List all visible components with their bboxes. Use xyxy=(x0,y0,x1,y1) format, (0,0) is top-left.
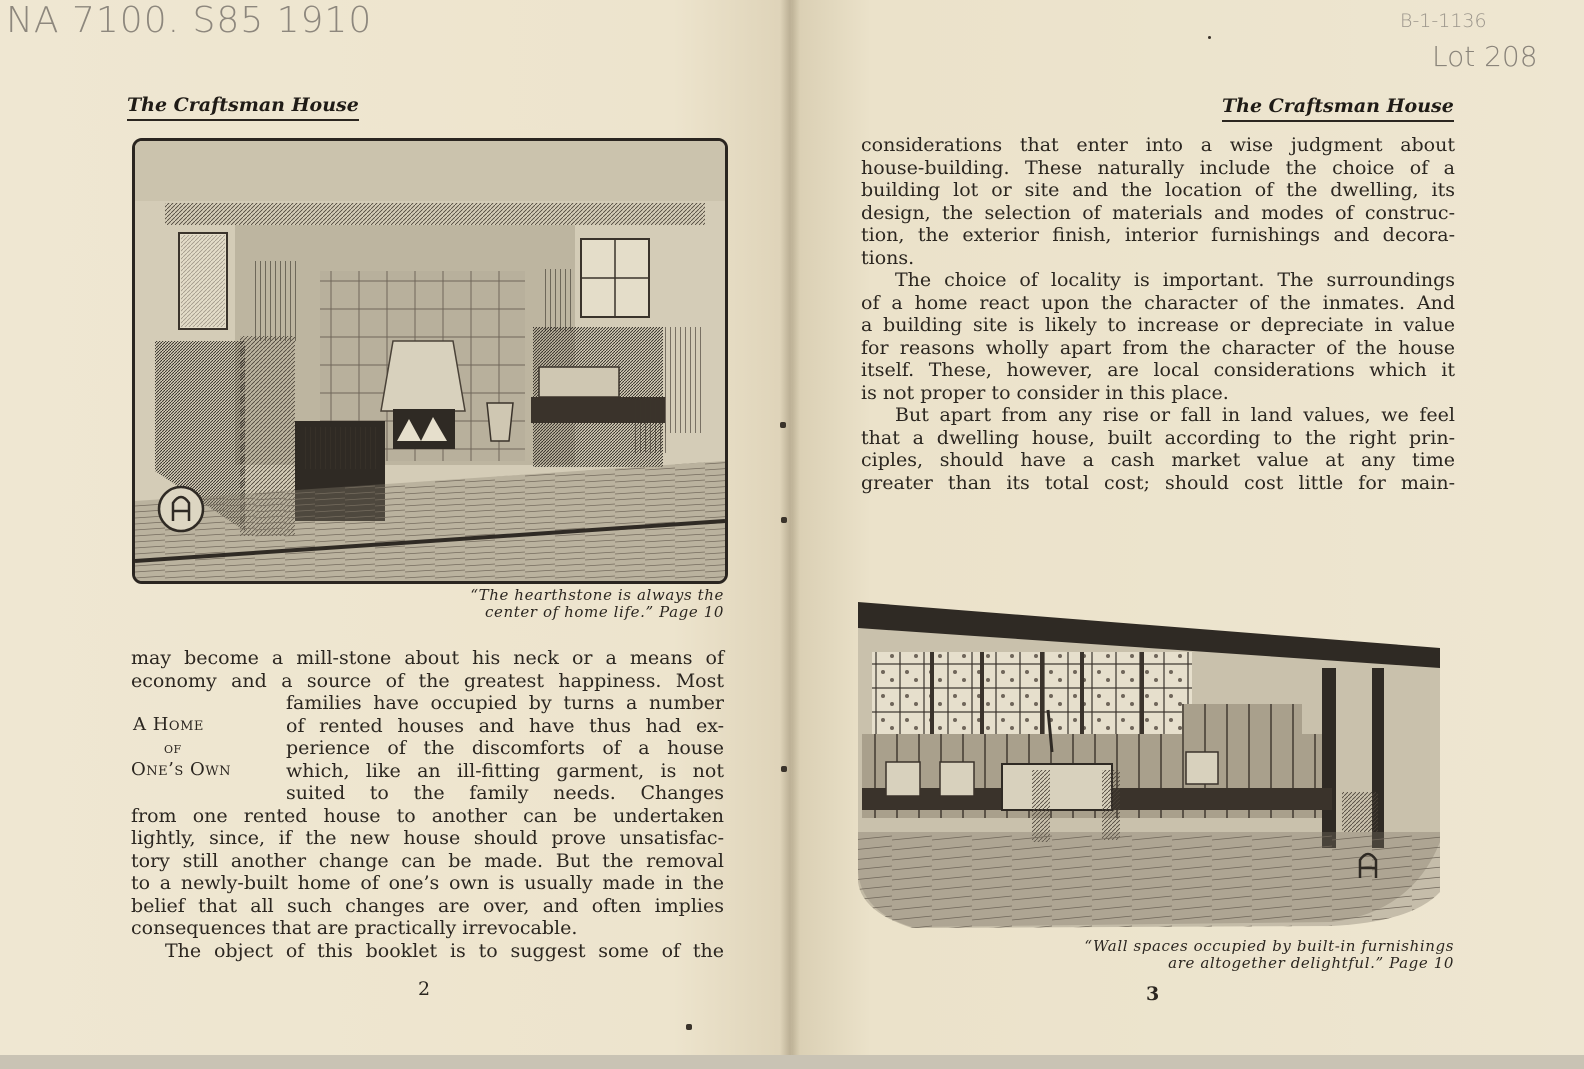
binding-staple-mark xyxy=(781,517,787,523)
body-line: families have occupied by turns a number xyxy=(286,692,724,714)
speck xyxy=(686,1024,692,1030)
left-body-text xyxy=(131,647,724,962)
speck xyxy=(1208,36,1211,39)
body-line: which, like an ill-fitting garment, is not xyxy=(286,759,724,782)
body-line: for reasons wholly apart from the character of the house xyxy=(861,336,1455,359)
body-line: ciples, should have a cash market value at any time xyxy=(861,449,1455,471)
body-line: economy and a source of the greatest happiness. Most xyxy=(131,669,724,692)
body-line: building lot or site and the location of the dwelling, its xyxy=(861,179,1455,201)
body-line: considerations that enter into a wise judgment about xyxy=(861,134,1455,156)
left-figure-caption xyxy=(300,587,724,621)
caption-line: “The hearthstone is always the xyxy=(470,586,724,604)
body-line: that a dwelling house, built according to the right prin- xyxy=(861,426,1455,449)
body-line: tion, the exterior finish, interior furnishings and decora- xyxy=(861,224,1455,246)
scan-bottom-edge xyxy=(0,1055,1584,1069)
left-running-head: The Craftsman House xyxy=(127,94,359,121)
body-line: of a home react upon the character of the inmates. And xyxy=(861,291,1455,314)
caption-line: center of home life.” Page 10 xyxy=(484,603,724,621)
body-line: The choice of locality is important. The surroundings xyxy=(895,269,1455,291)
left-page-number: 2 xyxy=(418,978,431,1000)
body-line: consequences that are practically irrevocable. xyxy=(131,917,578,939)
body-line: belief that all such changes are over, and often implies xyxy=(131,894,724,917)
body-line: greater than its total cost; should cost little for main- xyxy=(861,471,1455,494)
body-line: tions. xyxy=(861,246,915,269)
body-line: house-building. These naturally include the choice of a xyxy=(861,156,1455,179)
body-line: is not proper to consider in this place. xyxy=(861,381,1229,404)
built-in-furnishings-illustration xyxy=(852,592,1440,932)
body-line: design, the selection of materials and modes of construc- xyxy=(861,201,1455,224)
body-line: tory still another change can be made. But the removal xyxy=(131,849,724,872)
body-line: suited to the family needs. Changes xyxy=(286,782,724,804)
body-line: a building site is likely to increase or depreciate in value xyxy=(861,314,1455,336)
caption-line: are altogether delightful.” Page 10 xyxy=(1168,954,1454,972)
right-body-text xyxy=(861,134,1455,494)
dining-room-drawing xyxy=(852,592,1440,932)
sidenote-line: of xyxy=(164,739,182,757)
binding-staple-mark xyxy=(780,422,786,428)
body-line: But apart from any rise or fall in land values, we feel xyxy=(895,404,1455,426)
binding-staple-mark xyxy=(781,766,787,772)
lot-annotation: Lot 208 xyxy=(1432,40,1538,73)
body-line: from one rented house to another can be undertaken xyxy=(131,804,724,827)
sidenote-line: A Home xyxy=(133,714,204,735)
body-line: perience of the discomforts of a house xyxy=(286,737,724,759)
right-page xyxy=(792,0,1584,1069)
body-line: to a newly-built home of one’s own is usually made in the xyxy=(131,872,724,894)
call-number-annotation: NA 7100. S85 1910 xyxy=(6,0,373,41)
body-line: of rented houses and have thus had ex- xyxy=(286,714,724,737)
right-running-head: The Craftsman House xyxy=(1222,95,1454,122)
body-line: may become a mill-stone about his neck or a means of xyxy=(131,647,724,669)
right-figure-caption xyxy=(960,938,1454,972)
fireplace-inglenook-drawing xyxy=(135,141,725,581)
body-line: The object of this booklet is to suggest some of the xyxy=(165,939,724,962)
caption-line: “Wall spaces occupied by built-in furnishings xyxy=(1084,937,1454,955)
book-gutter xyxy=(780,0,800,1069)
body-line: lightly, since, if the new house should prove unsatisfac- xyxy=(131,827,724,849)
side-indented-lines xyxy=(131,692,724,805)
body-line: itself. These, however, are local considerations which it xyxy=(861,359,1455,381)
hearthstone-illustration xyxy=(132,138,728,584)
sidenote-line: One’s Own xyxy=(131,759,231,780)
right-page-number: 3 xyxy=(1146,983,1160,1005)
accession-annotation: B-1-1136 xyxy=(1400,10,1487,32)
